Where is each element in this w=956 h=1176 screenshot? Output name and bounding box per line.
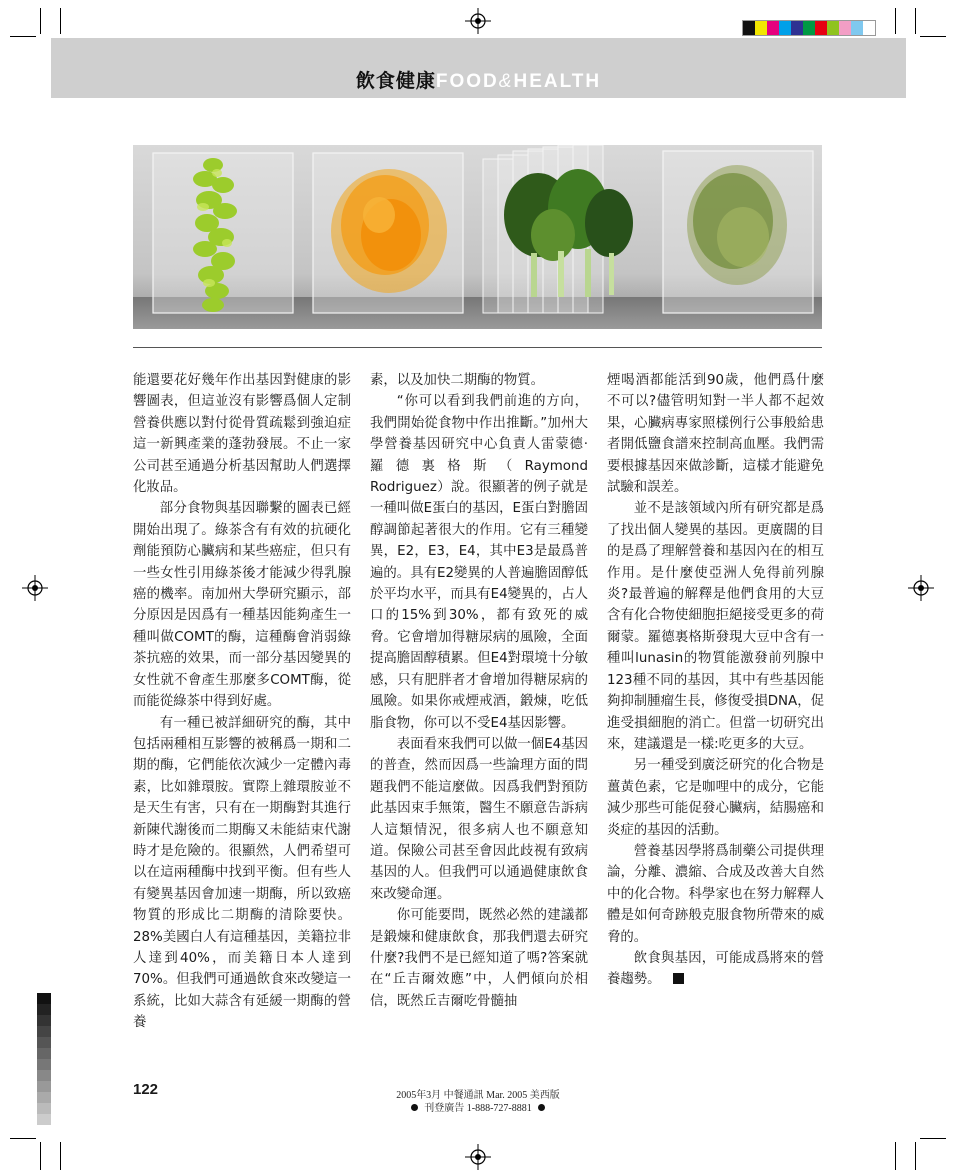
crop-mark-bottom-right-h	[920, 1138, 946, 1139]
orange-powder-cloud	[331, 169, 447, 293]
article-paragraph: “你可以看到我們前進的方向，我們開始從食物中作出推斷。”加州大學營養基因研究中心負責人雷蒙德·羅德裏格斯（Raymond Rodriguez）說。很顯著的例子就是一種叫做E蛋白的基因，E蛋白對膽固醇調節起著很大的作用。它有三種變異，E2，E3，E4，其中E3是最爲普遍的。具有E2變異的人普遍膽固醇低於平均水平，而具有E4變異的，占人口的15%到30%，都有致死的威脅。它會增加得糖尿病的風險，全面提高膽固醇積累。但E4對環境十分敏感，只有肥胖者才會增加得糖尿病的風險。如果你戒煙戒酒，鍛煉，吃低脂食物，你可以不受E4基因影響。	[370, 394, 588, 731]
section-title-health: HEALTH	[513, 71, 602, 92]
gray-swatch	[37, 1070, 51, 1081]
crop-mark-top-left-v2	[40, 8, 41, 34]
color-calibration-bar	[742, 20, 876, 36]
crop-mark-bottom-right-v2	[915, 1142, 916, 1170]
gray-swatch	[37, 993, 51, 1004]
color-swatch	[863, 21, 875, 35]
registration-mark-right	[908, 575, 934, 601]
gray-swatch	[37, 1015, 51, 1026]
crop-mark-bottom-left-v	[60, 1142, 61, 1170]
color-swatch	[743, 21, 755, 35]
color-swatch	[791, 21, 803, 35]
article-paragraph: 營養基因學將爲制藥公司提供理論，分離、濃縮、合成及改善大自然中的化合物。科學家也在努力解釋人體是如何奇跡般克服食物所帶來的威脅的。	[607, 843, 824, 945]
header-band	[51, 38, 906, 98]
page-number: 122	[133, 1081, 159, 1098]
advertising-phone: 刊登廣告 1-888-727-8881	[424, 1103, 532, 1114]
crop-mark-bottom-left-h	[10, 1138, 36, 1139]
crop-mark-top-right-v	[895, 8, 896, 34]
article-paragraph: 並不是該領域內所有研究都是爲了找出個人變異的基因。更廣闊的目的是爲了理解營養和基因內在的相互作用。是什麼使亞洲人免得前列腺炎?最普遍的解釋是他們食用的大豆含有化合物使細胞拒絕接受更多的荷爾蒙。羅德裏格斯發現大豆中含有一種叫lunasin的物質能激發前列腺中123種不同的基因，其中有些基因能夠抑制腫瘤生長，修復受損DNA，促進受損細胞的消亡。但當一切研究出來，建議還是一樣:吃更多的大豆。	[607, 501, 824, 752]
gray-swatch	[37, 1004, 51, 1015]
registration-mark-bottom	[465, 1144, 491, 1170]
color-swatch	[779, 21, 791, 35]
article-column-3	[607, 370, 824, 991]
advertising-line	[0, 1102, 956, 1115]
separator-rule	[133, 347, 822, 348]
end-of-article-icon	[673, 973, 684, 984]
registration-mark-left	[22, 575, 48, 601]
color-swatch	[827, 21, 839, 35]
gray-swatch	[37, 1059, 51, 1070]
herb-flakes	[687, 165, 787, 285]
registration-mark-top	[465, 8, 491, 34]
gray-swatch	[37, 1114, 51, 1125]
crop-mark-bottom-right-v	[895, 1142, 896, 1170]
article-paragraph: 煙喝酒都能活到90歲，他們爲什麼不可以?儘管明知對一半人都不起效果，心臟病專家照樣例行公事般給患者開低鹽食譜來控制高血壓。我們需要根據基因來做診斷，這樣才能避免試驗和誤差。	[607, 373, 824, 496]
article-column-2	[370, 370, 588, 1012]
crop-mark-top-right-v2	[915, 8, 916, 34]
color-swatch	[767, 21, 779, 35]
crop-mark-top-right-h	[920, 36, 946, 37]
crop-mark-top-left-h	[10, 36, 36, 37]
color-swatch	[815, 21, 827, 35]
section-title-ampersand: &	[498, 71, 514, 92]
article-paragraph: 表面看來我們可以做一個E4基因的普查，然而因爲一些論理方面的問題我們不能這麼做。因爲我們對預防此基因束手無策，醫生不願意告訴病人這類情況，很多病人也不願意知道。保險公司甚至會因此歧視有致病基因的人。但我們可以通過健康飲食來改變命運。	[370, 736, 588, 902]
crop-mark-top-left-v	[60, 8, 61, 34]
color-swatch	[839, 21, 851, 35]
article-paragraph: 能還要花好幾年作出基因對健康的影響圖表，但這並沒有影響爲個人定制營養供應以對付從骨質疏鬆到強迫症這一新興產業的蓬勃發展。不止一家公司甚至通過分析基因幫助人們選擇化妝品。	[133, 373, 351, 496]
article-column-1	[133, 370, 351, 1034]
section-title-food: FOOD	[435, 71, 499, 92]
bullet-icon	[411, 1104, 418, 1111]
article-paragraph: 另一種受到廣泛研究的化合物是薑黃色素，它是咖哩中的成分，它能減少那些可能促發心臟病，結腸癌和炎症的基因的活動。	[607, 758, 824, 838]
section-title	[51, 66, 906, 93]
section-title-chinese: 飲食健康	[355, 70, 436, 92]
food-glass-panels-photo	[133, 145, 822, 329]
article-paragraph: 你可能要問，既然必然的建議都是鍛煉和健康飲食，那我們還去研究什麼?我們不是已經知道了嗎?答案就在“丘吉爾效應”中，人們傾向於相信，既然丘吉爾吃骨髓抽	[370, 908, 588, 1009]
article-paragraph: 有一種已被詳細研究的酶，其中包括兩種相互影響的被稱爲一期和二期的酶，它們能依次減少一定體內毒素，比如雜環胺。實際上雜環胺並不是天生有害，只有在一期酶對其進行新陳代謝後而二期酶又未能結束代謝時才是危險的。很顯然，人們希望可以在這兩種酶中找到平衡。但有些人有變異基因會加速一期酶，所以致癌物質的形成比二期酶的清除要快。28%美國白人有這種基因，美籍拉非人達到40%，而美籍日本人達到70%。但我們可通過飲食來改變這一系統，比如大蒜含有延緩一期酶的營養	[133, 715, 351, 1031]
article-paragraph: 素，以及加快二期酶的物質。	[370, 373, 545, 388]
color-swatch	[851, 21, 863, 35]
color-swatch	[803, 21, 815, 35]
bullet-icon	[538, 1104, 545, 1111]
article-paragraph: 飲食與基因，可能成爲將來的營養趨勢。	[607, 950, 824, 988]
color-swatch	[755, 21, 767, 35]
article-paragraph: 部分食物與基因聯繫的圖表已經開始出現了。綠茶含有有效的抗硬化劑能預防心臟病和某些癌症，但只有一些女性引用綠茶後才能減少得乳腺癌的機率。南加州大學研究顯示，部分原因是因爲有一種基因能夠產生一種叫做COMT的酶，這種酶會消弱綠茶抗癌的效果，而一部分基因變異的女性就不會產生那麼多COMT酶，從而能從綠茶中得到好處。	[133, 501, 351, 710]
gray-swatch	[37, 1037, 51, 1048]
gray-swatch	[37, 1048, 51, 1059]
publication-info: 2005年3月 中餐通訊 Mar. 2005 美西版	[396, 1090, 560, 1101]
gray-swatch	[37, 1026, 51, 1037]
crop-mark-bottom-left-v2	[40, 1142, 41, 1170]
publication-footer	[0, 1089, 956, 1115]
